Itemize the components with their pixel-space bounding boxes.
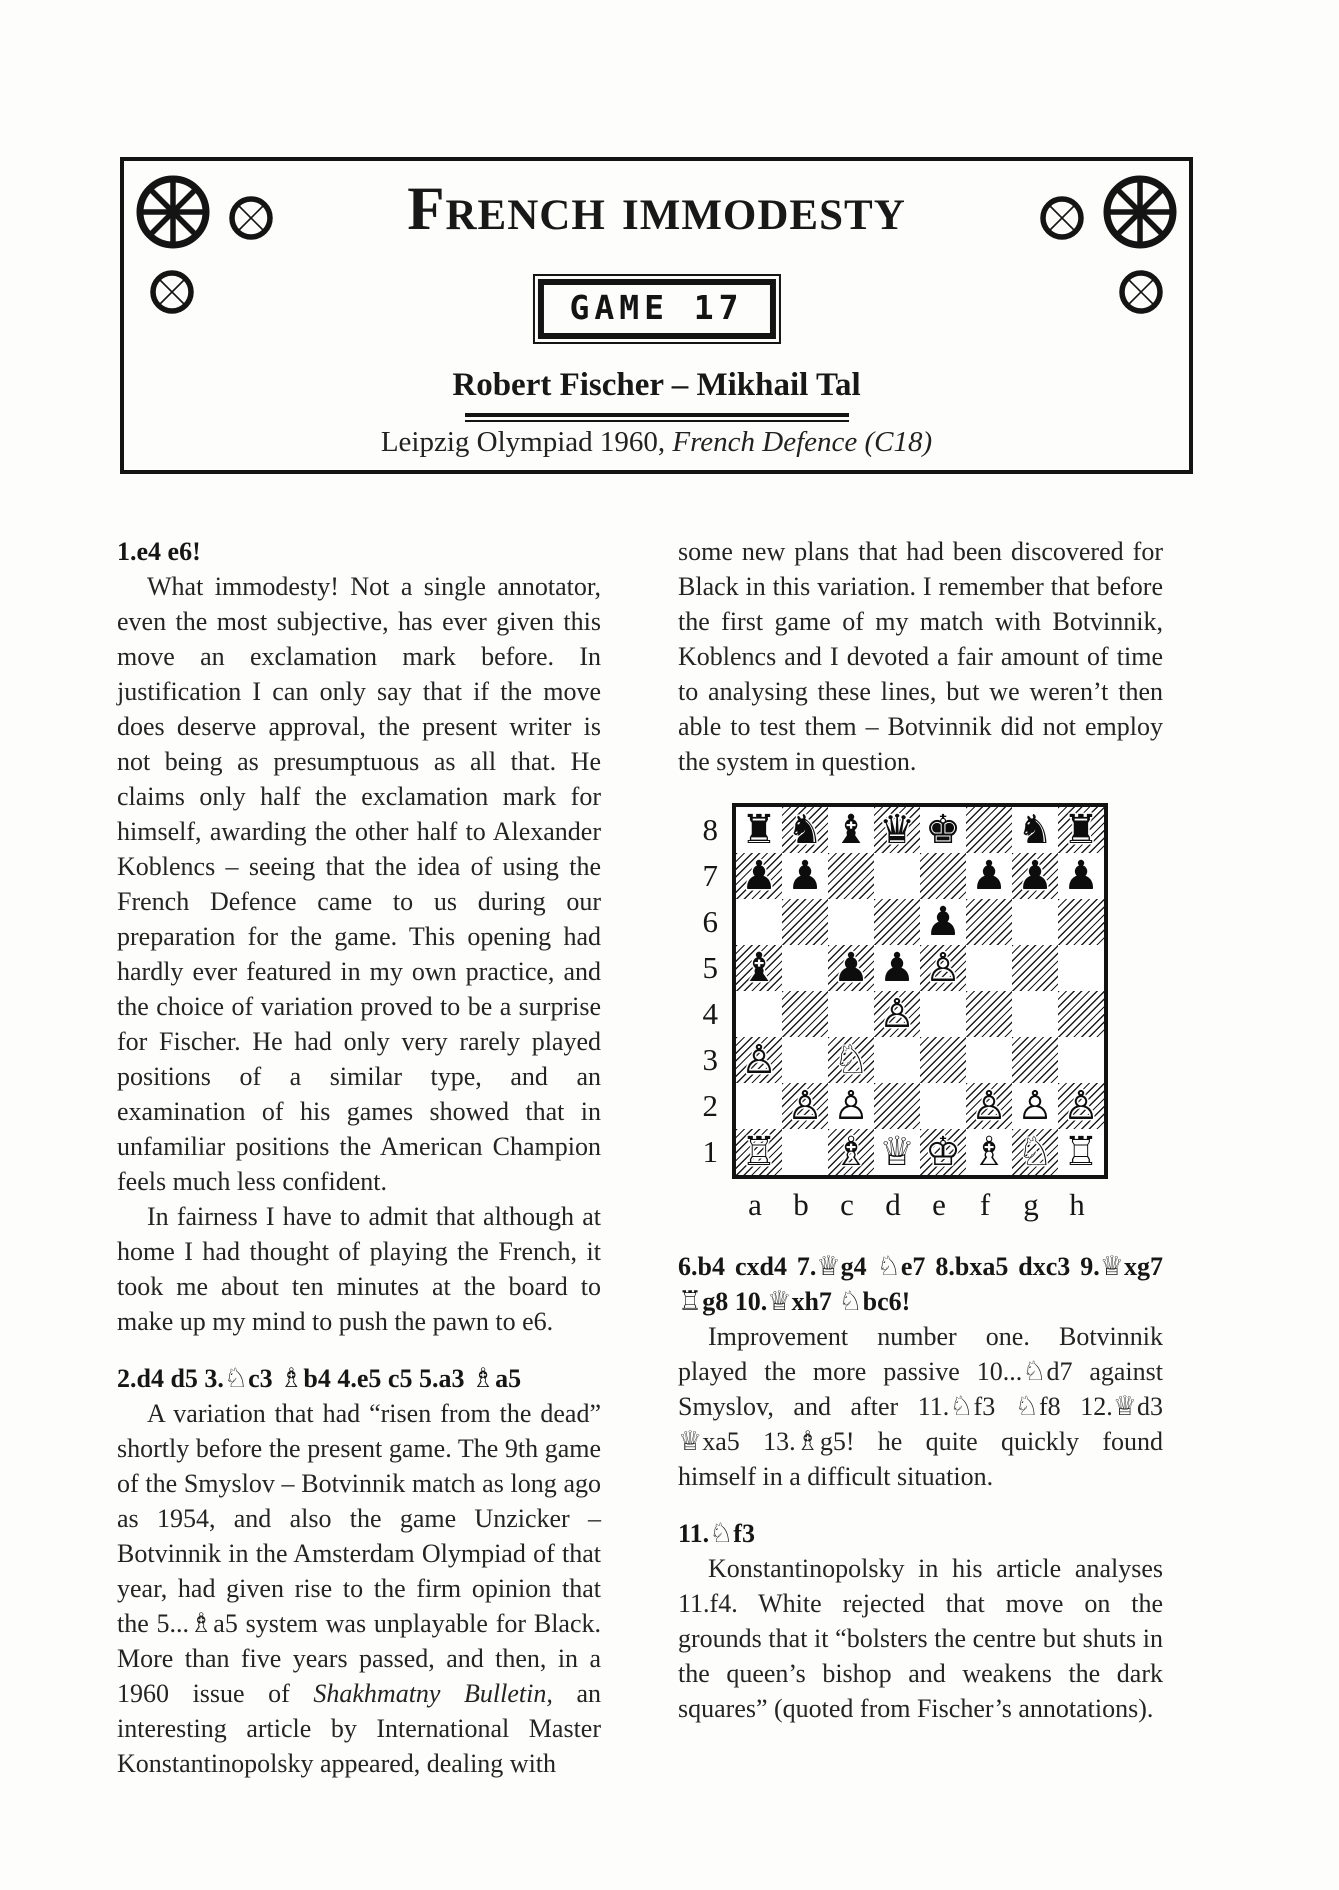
rank-label-2: 2 [702, 1088, 718, 1123]
black-knight-piece: ♞ [1017, 807, 1053, 853]
square-g6 [1012, 899, 1058, 945]
chess-diagram [694, 803, 1163, 1235]
text-run: bc6! [862, 1287, 911, 1316]
white-bishop-figurine: ♗ [470, 1363, 496, 1394]
white-pawn-piece: ♙ [925, 945, 961, 991]
square-h5 [1058, 945, 1104, 991]
double-rule [465, 413, 849, 422]
text-run: f3 [973, 1392, 1015, 1421]
square-f2 [966, 1083, 1012, 1129]
black-king-piece: ♚ [925, 807, 961, 853]
file-label-d: d [885, 1187, 901, 1222]
event-text: Leipzig Olympiad 1960, [380, 426, 673, 458]
square-c1 [828, 1129, 874, 1175]
paragraph [678, 1319, 1163, 1494]
text-run: d7 against Smyslov, and after 11. [678, 1357, 1164, 1421]
square-d6 [874, 899, 920, 945]
move-heading [678, 1249, 1163, 1319]
square-d5 [874, 945, 920, 991]
square-g4 [1012, 991, 1058, 1037]
event-line [124, 422, 1189, 462]
rank-label-3: 3 [702, 1042, 718, 1077]
square-b1 [782, 1129, 828, 1175]
square-g5 [1012, 945, 1058, 991]
square-a8 [736, 807, 782, 853]
square-b5 [782, 945, 828, 991]
square-d3 [874, 1037, 920, 1083]
square-h6 [1058, 899, 1104, 945]
square-d7 [874, 853, 920, 899]
white-bishop-figurine: ♗ [189, 1608, 214, 1639]
black-pawn-piece: ♟ [787, 853, 823, 899]
square-c3 [828, 1037, 874, 1083]
black-knight-piece: ♞ [787, 807, 823, 853]
text-run: 2.d4 d5 3. [117, 1364, 224, 1393]
black-pawn-piece: ♟ [879, 945, 915, 991]
paragraph [678, 1551, 1163, 1726]
paragraph [117, 1199, 601, 1339]
black-pawn-piece: ♟ [741, 853, 777, 899]
text-run: 11. [678, 1519, 710, 1548]
file-label-h: h [1069, 1187, 1085, 1222]
text-run: f3 [733, 1519, 755, 1548]
white-knight-figurine: ♘ [1022, 1356, 1047, 1387]
square-f4 [966, 991, 1012, 1037]
white-queen-figurine: ♕ [678, 1426, 703, 1457]
text-run: d3 [1136, 1392, 1163, 1421]
text-run: a5 [495, 1364, 522, 1393]
rank-label-7: 7 [702, 858, 718, 893]
file-label-f: f [979, 1187, 991, 1222]
square-a4 [736, 991, 782, 1037]
file-label-b: b [793, 1187, 809, 1222]
square-e7 [920, 853, 966, 899]
white-queen-piece: ♕ [879, 1129, 915, 1175]
text-run: 1.e4 e6! [117, 537, 201, 566]
white-pawn-piece: ♙ [833, 1083, 869, 1129]
square-c6 [828, 899, 874, 945]
black-pawn-piece: ♟ [833, 945, 869, 991]
text-run: xa5 13. [702, 1427, 796, 1456]
square-a6 [736, 899, 782, 945]
white-rook-figurine: ♖ [678, 1286, 703, 1317]
file-label-e: e [932, 1187, 946, 1222]
file-labels [732, 1179, 1108, 1235]
white-bishop-piece: ♗ [971, 1129, 1007, 1175]
square-f7 [966, 853, 1012, 899]
square-b2 [782, 1083, 828, 1129]
game-number-label: GAME 17 [569, 288, 744, 327]
white-knight-figurine: ♘ [1014, 1391, 1039, 1422]
white-knight-figurine: ♘ [876, 1251, 901, 1282]
square-g3 [1012, 1037, 1058, 1083]
rank-label-1: 1 [702, 1134, 718, 1169]
white-pawn-piece: ♙ [741, 1037, 777, 1083]
square-f8 [966, 807, 1012, 853]
square-f6 [966, 899, 1012, 945]
white-knight-figurine: ♘ [223, 1363, 249, 1394]
white-queen-figurine: ♕ [1099, 1251, 1125, 1282]
square-g7 [1012, 853, 1058, 899]
square-b4 [782, 991, 828, 1037]
file-label-a: a [748, 1187, 762, 1222]
square-f3 [966, 1037, 1012, 1083]
white-knight-figurine: ♘ [709, 1518, 734, 1549]
square-c8 [828, 807, 874, 853]
square-g2 [1012, 1083, 1058, 1129]
white-bishop-figurine: ♗ [795, 1426, 820, 1457]
square-e4 [920, 991, 966, 1037]
paragraph [678, 534, 1163, 779]
white-rook-piece: ♖ [1063, 1129, 1099, 1175]
square-d4 [874, 991, 920, 1037]
text-run: an interesting article by International Master Konstantinopolsky appeared, dealing with [117, 1679, 601, 1778]
square-e6 [920, 899, 966, 945]
square-g1 [1012, 1129, 1058, 1175]
square-e2 [920, 1083, 966, 1129]
rank-label-5: 5 [702, 950, 718, 985]
square-b8 [782, 807, 828, 853]
white-queen-figurine: ♕ [1112, 1391, 1137, 1422]
chapter-header-box [120, 157, 1193, 474]
white-bishop-figurine: ♗ [279, 1363, 304, 1394]
black-bishop-piece: ♝ [741, 945, 777, 991]
square-d8 [874, 807, 920, 853]
text-run: 6.b4 cxd4 7. [678, 1252, 817, 1281]
chapter-title: French immodesty [407, 176, 906, 243]
square-a2 [736, 1083, 782, 1129]
players-line: Robert Fischer – Mikhail Tal [452, 367, 861, 403]
square-d1 [874, 1129, 920, 1175]
crossed-circle-icon [153, 273, 191, 311]
move-heading [117, 534, 601, 569]
text-run: e7 8.bxa5 dxc3 9. [900, 1252, 1100, 1281]
square-h2 [1058, 1083, 1104, 1129]
square-h3 [1058, 1037, 1104, 1083]
white-king-piece: ♔ [925, 1129, 961, 1175]
text-run: xg7 [1124, 1252, 1164, 1281]
white-rook-piece: ♖ [741, 1129, 777, 1175]
text-run: some new plans that had been discovered for Black in this variation. I remember that before the first game of my match with Botvinnik, Koblencs and I devoted a fair amount of time to analysing these lines, but we weren’t then able to test them – Botvinnik did not employ the system in question. [678, 537, 1163, 776]
rank-label-4: 4 [702, 996, 718, 1031]
square-h4 [1058, 991, 1104, 1037]
black-queen-piece: ♛ [879, 807, 915, 853]
white-pawn-piece: ♙ [1063, 1083, 1099, 1129]
text-run: Konstantinopolsky in his article analyses 11.f4. White rejected that move on the grounds that it “bolsters the centre but shuts in the queen’s bishop and weakens the dark squares” (quoted from Fischer’s annotations). [678, 1554, 1163, 1723]
text-run: g8 10. [702, 1287, 768, 1316]
square-e8 [920, 807, 966, 853]
file-label-g: g [1023, 1187, 1039, 1222]
square-a5 [736, 945, 782, 991]
square-b7 [782, 853, 828, 899]
text-run: Improvement number one. Botvinnik played the more passive 10... [678, 1322, 1163, 1386]
square-e1 [920, 1129, 966, 1175]
text-run: Shakhmatny Bulletin, [313, 1679, 553, 1708]
white-pawn-piece: ♙ [1017, 1083, 1053, 1129]
square-e3 [920, 1037, 966, 1083]
text-run: g4 [840, 1252, 877, 1281]
left-column [117, 534, 601, 1781]
rank-label-6: 6 [702, 904, 718, 939]
square-c4 [828, 991, 874, 1037]
opening-name: French Defence (C18) [672, 426, 933, 458]
square-h7 [1058, 853, 1104, 899]
white-pawn-piece: ♙ [879, 991, 915, 1037]
square-f5 [966, 945, 1012, 991]
text-run: A variation that had “risen from the dead” shortly before the present game. The 9th game of the Smyslov – Botvinnik match as long ago as 1954, and also the game Unzicker – Botvinnik in the Amsterdam Olympiad of that year, had given rise to the firm opinion that the 5... [117, 1399, 601, 1638]
square-c5 [828, 945, 874, 991]
square-b3 [782, 1037, 828, 1083]
square-b6 [782, 899, 828, 945]
text-run: In fairness I have to admit that although at home I had thought of playing the French, it took me about ten minutes at the board to make up my mind to push the pawn to e6. [117, 1202, 601, 1336]
square-h1 [1058, 1129, 1104, 1175]
square-a1 [736, 1129, 782, 1175]
black-pawn-piece: ♟ [971, 853, 1007, 899]
white-bishop-piece: ♗ [833, 1129, 869, 1175]
black-rook-piece: ♜ [741, 807, 777, 853]
square-f1 [966, 1129, 1012, 1175]
chess-board [732, 803, 1108, 1179]
text-run: g5! he quite quickly found himself in a difficult situation. [678, 1427, 1163, 1491]
right-column [678, 534, 1163, 1726]
square-a7 [736, 853, 782, 899]
white-pawn-piece: ♙ [971, 1083, 1007, 1129]
square-a3 [736, 1037, 782, 1083]
white-knight-figurine: ♘ [838, 1286, 863, 1317]
square-c2 [828, 1083, 874, 1129]
text-run: a5 system was unplayable for Black. More than five years passed, and then, in a 1960 issue of [117, 1609, 601, 1708]
text-run: xh7 [791, 1287, 839, 1316]
game-number-box [532, 274, 780, 344]
square-c7 [828, 853, 874, 899]
paragraph [117, 569, 601, 1199]
rank-labels [694, 803, 732, 1179]
text-run: f8 12. [1039, 1392, 1113, 1421]
white-queen-figurine: ♕ [767, 1286, 792, 1317]
black-bishop-piece: ♝ [833, 807, 869, 853]
black-pawn-piece: ♟ [925, 899, 961, 945]
square-d2 [874, 1083, 920, 1129]
white-queen-figurine: ♕ [816, 1251, 841, 1282]
move-heading [117, 1361, 601, 1396]
square-h8 [1058, 807, 1104, 853]
square-e5 [920, 945, 966, 991]
white-knight-figurine: ♘ [949, 1391, 974, 1422]
text-run: b4 4.e5 c5 5.a3 [303, 1364, 471, 1393]
paragraph [117, 1396, 601, 1781]
black-rook-piece: ♜ [1063, 807, 1099, 853]
rank-label-8: 8 [702, 812, 718, 847]
text-run: c3 [248, 1364, 280, 1393]
text-run: What immodesty! Not a single annotator, even the most subjective, has ever given this move an exclamation mark before. In justification I can only say that if the move does deserve approval, the present writer is not being as presumptuous as all that. He claims only half the exclamation mark for himself, awarding the other half to Alexander Koblencs – seeing that the idea of using the French Defence came to us during our preparation for the game. This opening had hardly ever featured in my own practice, and the choice of variation proved to be a surprise for Fischer. He had only very rarely played positions of a similar type, and an examination of his games showed that in unfamiliar positions the American Champion feels much less confident. [117, 572, 601, 1196]
white-knight-piece: ♘ [833, 1037, 869, 1083]
crossed-circle-icon [1122, 273, 1160, 311]
black-pawn-piece: ♟ [1017, 853, 1053, 899]
square-g8 [1012, 807, 1058, 853]
file-label-c: c [840, 1187, 854, 1222]
black-pawn-piece: ♟ [1063, 853, 1099, 899]
move-heading [678, 1516, 1163, 1551]
white-pawn-piece: ♙ [787, 1083, 823, 1129]
white-knight-piece: ♘ [1017, 1129, 1053, 1175]
